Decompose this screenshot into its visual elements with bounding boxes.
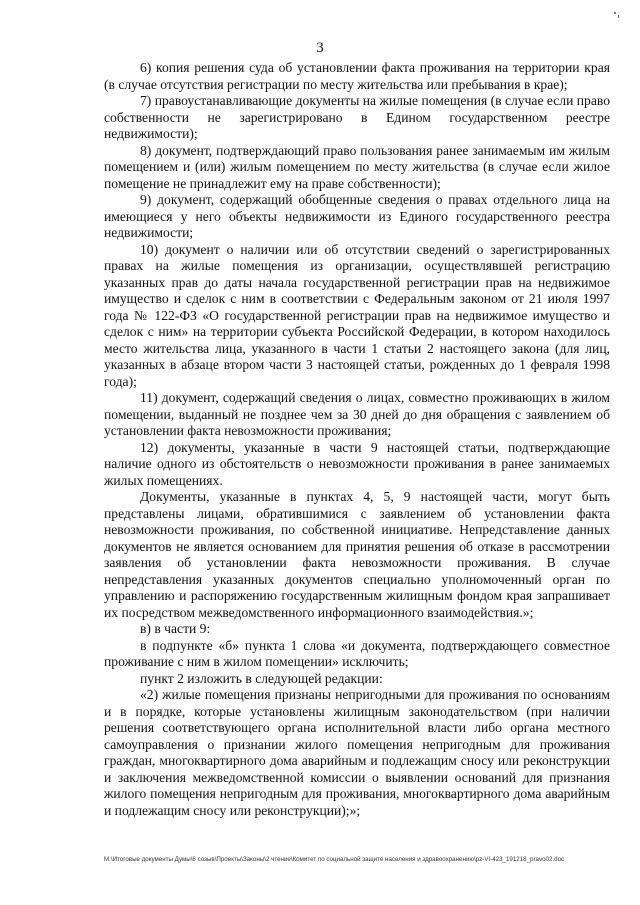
scan-speck (618, 15, 619, 18)
paragraph-item-9: 9) документ, содержащий обобщенные сведения о правах отдельного лица на имеющиеся у него объекты недвижимости из Единого государственного реестра недвижимости; (104, 192, 610, 240)
paragraph-item-11: 11) документ, содержащий сведения о лицах, совместно проживающих в жилом помещении, выданный не позднее чем за 30 дней до дня обращения с заявлением об установлении факта невозможности проживания; (104, 390, 610, 438)
paragraph-point-2-intro: пункт 2 изложить в следующей редакции: (140, 670, 383, 686)
paragraph-item-8: 8) документ, подтверждающий право пользования ранее занимаемым им жилым помещением и (или) жилым помещением по месту жительства (в случае если жилое помещение не принадлежит ему на праве собственности); (104, 142, 610, 191)
document-body (104, 60, 610, 819)
file-path-footer: M:\Итоговые документы Думы\6 созыв\Проекты\Законы\2 чтение\Комитет по социальной защите населения и здравоохранению\pz-VI-423_191218_pravo02.doc (104, 856, 565, 863)
page-number: 3 (316, 40, 324, 56)
scan-speck (614, 12, 616, 14)
paragraph-subpoint-b: в подпункте «б» пункта 1 слова «и документа, подтверждающего совместное проживание с ним в жилом помещении» исключить; (104, 637, 610, 669)
paragraph-documents-note: Документы, указанные в пунктах 4, 5, 9 настоящей части, могут быть представлены лицами, обратившимися с заявлением об установлении факта невозможности проживания, по собственной инициативе. Непредставление данных документов не является основанием для принятия решения об отказе в рассмотрении заявления об установлении факта невозможности проживания. В случае непредставления указанных документов специально уполномоченный орган по управлению и распоряжению государственным жилищным фондом края запрашивает их посредством межведомственного информационного взаимодействия.»; (104, 489, 610, 620)
paragraph-item-12: 12) документы, указанные в части 9 настоящей статьи, подтверждающие наличие одного из обстоятельств о невозможности проживания в ранее занимаемых жилых помещениях. (104, 439, 610, 488)
paragraph-item-10: 10) документ о наличии или об отсутствии сведений о зарегистрированных правах на жилые помещения из организации, осуществлявшей регистрацию указанных прав до даты начала государственной регистрации прав на недвижимое имущество и сделок с ним в соответствии с Федеральным законом от 21 июля 1997 года № 122-ФЗ «О государственной регистрации прав на недвижимое имущество и сделок с ним» на территории субъекта Российской Федерации, в котором находилось место жительства лица, указанного в части 1 статьи 2 настоящего закона (для лиц, указанных в абзаце втором части 3 настоящей статьи, рожденных до 1 февраля 1998 года); (104, 241, 610, 389)
paragraph-item-7: 7) правоустанавливающие документы на жилые помещения (в случае если право собственности не зарегистрировано в Едином государственном реестре недвижимости); (104, 93, 610, 141)
paragraph-point-2-text: «2) жилые помещения признаны непригодными для проживания по основаниям и в порядке, которые установлены жилищным законодательством (при наличии решения соответствующего органа исполнительной власти либо органа местного самоуправления о признании жилого помещения непригодным для проживания граждан, многоквартирного дома аварийным и подлежащим сносу или реконструкции и заключения межведомственной комиссии о выявлении оснований для признания жилого помещения непригодным для проживания, многоквартирного дома аварийным и подлежащим сносу или реконструкции);»; (104, 687, 610, 818)
paragraph-amendment-v: в) в части 9: (140, 621, 211, 636)
paragraph-item-6: 6) копия решения суда об установлении факта проживания на территории края (в случае отсутствия регистрации по месту жительства или пребывания в крае); (104, 60, 610, 92)
